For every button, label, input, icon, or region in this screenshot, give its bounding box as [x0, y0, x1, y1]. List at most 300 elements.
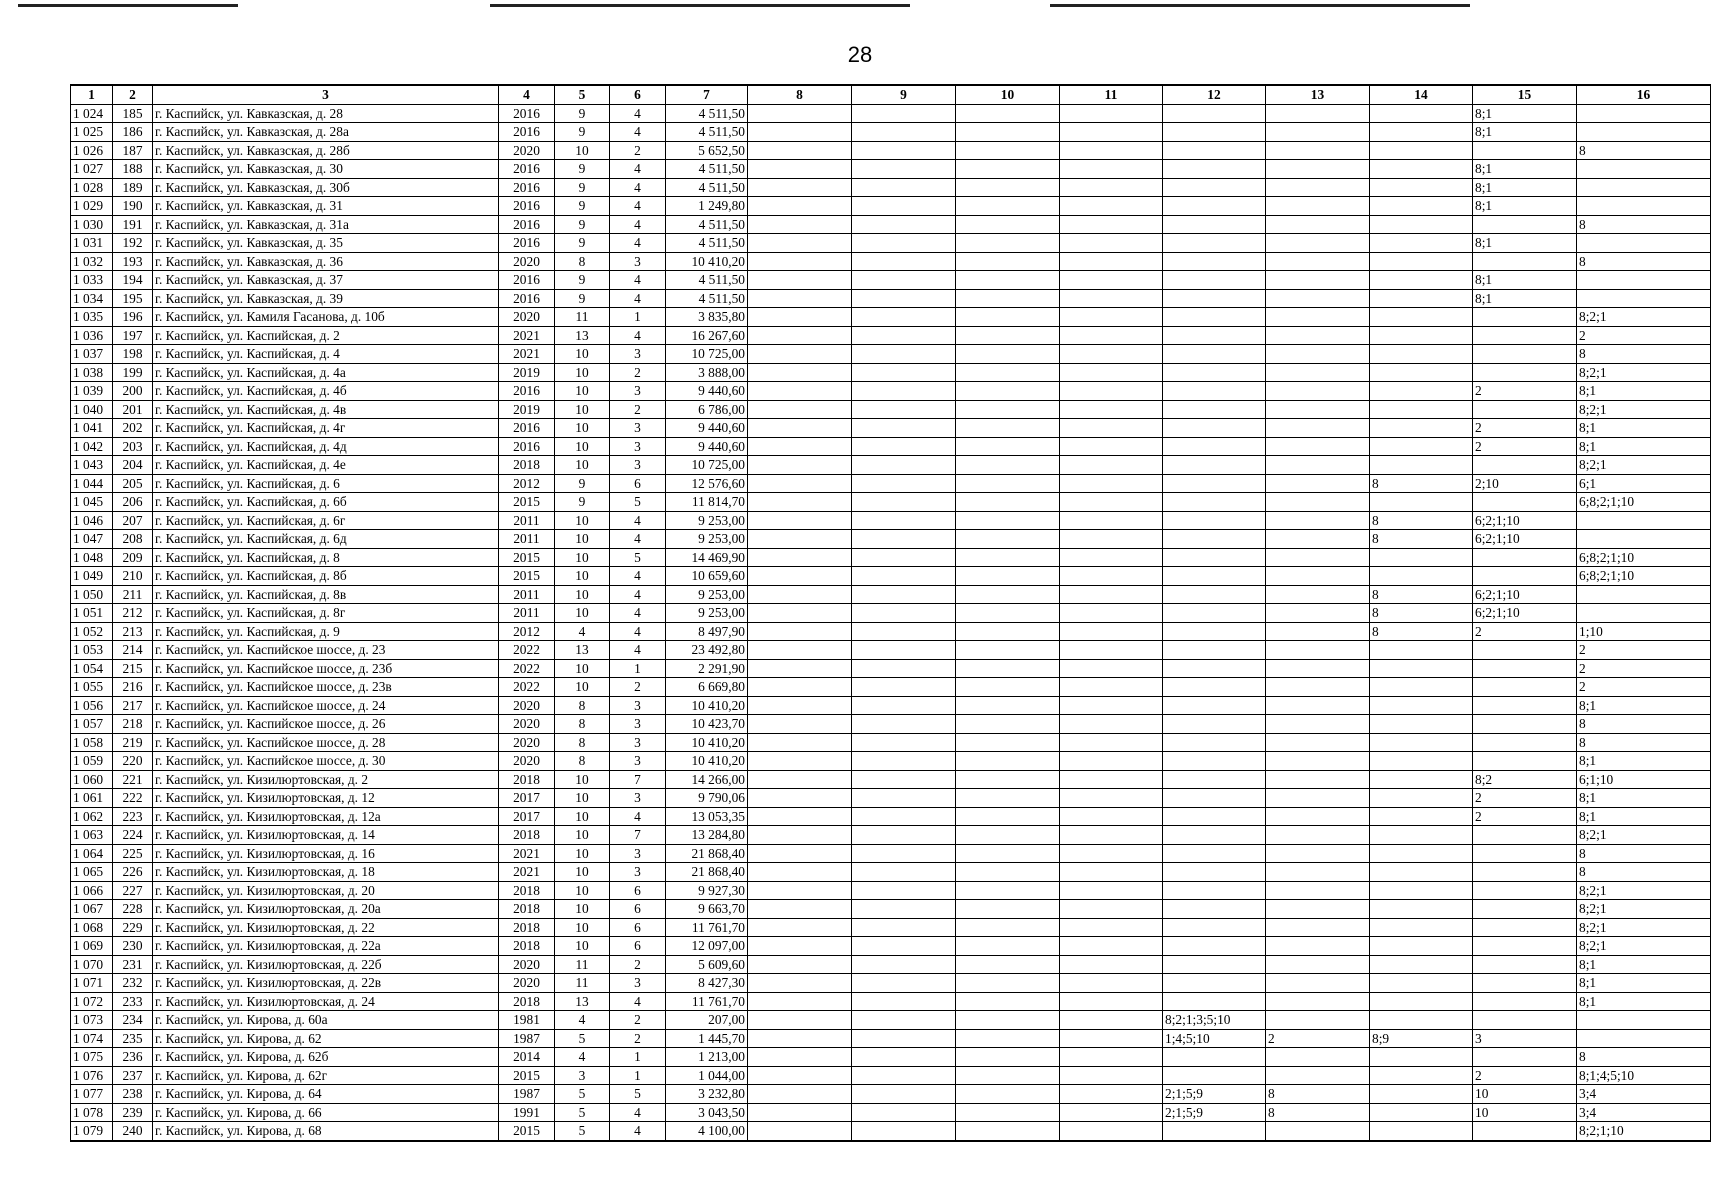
cell-col-8	[748, 807, 852, 826]
cell-col-6: 3	[610, 345, 666, 364]
cell-col-7: 23 492,80	[666, 641, 748, 660]
cell-col-1: 1 040	[71, 400, 113, 419]
cell-col-5: 9	[555, 493, 610, 512]
cell-col-8	[748, 252, 852, 271]
cell-col-2: 198	[113, 345, 153, 364]
cell-col-14	[1370, 770, 1473, 789]
cell-col-15	[1473, 363, 1577, 382]
cell-col-8	[748, 215, 852, 234]
cell-col-15	[1473, 918, 1577, 937]
cell-col-9	[852, 1048, 956, 1067]
cell-col-14	[1370, 992, 1473, 1011]
cell-col-16: 2	[1577, 641, 1711, 660]
cell-col-11	[1060, 1011, 1163, 1030]
cell-col-10	[956, 622, 1060, 641]
cell-col-2: 224	[113, 826, 153, 845]
cell-col-9	[852, 604, 956, 623]
cell-col-4: 2011	[499, 530, 555, 549]
table-row	[71, 974, 1711, 993]
cell-col-5: 10	[555, 770, 610, 789]
cell-col-4: 2016	[499, 123, 555, 142]
header-row	[71, 85, 1711, 104]
cell-col-12	[1163, 530, 1266, 549]
cell-col-3: г. Каспийск, ул. Кирова, д. 62г	[153, 1066, 499, 1085]
table-row	[71, 271, 1711, 290]
cell-col-4: 2012	[499, 474, 555, 493]
cell-col-3: г. Каспийск, ул. Кавказская, д. 35	[153, 234, 499, 253]
cell-col-2: 218	[113, 715, 153, 734]
cell-col-16: 8;1	[1577, 752, 1711, 771]
table-row	[71, 937, 1711, 956]
cell-col-14: 8;9	[1370, 1029, 1473, 1048]
cell-col-14: 8	[1370, 511, 1473, 530]
cell-col-15: 6;2;1;10	[1473, 604, 1577, 623]
cell-col-5: 13	[555, 326, 610, 345]
cell-col-9	[852, 530, 956, 549]
cell-col-5: 10	[555, 456, 610, 475]
cell-col-4: 1981	[499, 1011, 555, 1030]
cell-col-7: 13 053,35	[666, 807, 748, 826]
cell-col-7: 2 291,90	[666, 659, 748, 678]
cell-col-13	[1266, 844, 1370, 863]
cell-col-15	[1473, 456, 1577, 475]
cell-col-15	[1473, 326, 1577, 345]
cell-col-15: 2	[1473, 807, 1577, 826]
cell-col-13	[1266, 733, 1370, 752]
cell-col-6: 3	[610, 789, 666, 808]
cell-col-12	[1163, 641, 1266, 660]
cell-col-6: 2	[610, 678, 666, 697]
cell-col-5: 10	[555, 363, 610, 382]
cell-col-9	[852, 974, 956, 993]
cell-col-9	[852, 715, 956, 734]
cell-col-5: 11	[555, 308, 610, 327]
cell-col-14	[1370, 1103, 1473, 1122]
cell-col-15	[1473, 308, 1577, 327]
cell-col-6: 4	[610, 178, 666, 197]
cell-col-2: 219	[113, 733, 153, 752]
cell-col-3: г. Каспийск, ул. Каспийская, д. 6б	[153, 493, 499, 512]
cell-col-15: 2	[1473, 437, 1577, 456]
cell-col-11	[1060, 881, 1163, 900]
cell-col-4: 2014	[499, 1048, 555, 1067]
cell-col-2: 225	[113, 844, 153, 863]
cell-col-4: 1991	[499, 1103, 555, 1122]
cell-col-4: 2018	[499, 456, 555, 475]
cell-col-6: 3	[610, 752, 666, 771]
cell-col-7: 4 511,50	[666, 160, 748, 179]
cell-col-9	[852, 456, 956, 475]
cell-col-12	[1163, 1122, 1266, 1141]
cell-col-1: 1 067	[71, 900, 113, 919]
cell-col-7: 9 440,60	[666, 382, 748, 401]
cell-col-7: 16 267,60	[666, 326, 748, 345]
cell-col-10	[956, 696, 1060, 715]
cell-col-7: 13 284,80	[666, 826, 748, 845]
cell-col-1: 1 055	[71, 678, 113, 697]
cell-col-11	[1060, 493, 1163, 512]
cell-col-6: 4	[610, 123, 666, 142]
cell-col-10	[956, 807, 1060, 826]
table-row	[71, 308, 1711, 327]
cell-col-8	[748, 752, 852, 771]
cell-col-3: г. Каспийск, ул. Кизилюртовская, д. 22а	[153, 937, 499, 956]
cell-col-16: 6;8;2;1;10	[1577, 493, 1711, 512]
cell-col-8	[748, 1011, 852, 1030]
cell-col-4: 2018	[499, 770, 555, 789]
cell-col-12	[1163, 696, 1266, 715]
table-row	[71, 863, 1711, 882]
cell-col-3: г. Каспийск, ул. Каспийская, д. 4	[153, 345, 499, 364]
cell-col-14	[1370, 308, 1473, 327]
cell-col-2: 232	[113, 974, 153, 993]
cell-col-8	[748, 548, 852, 567]
cell-col-9	[852, 345, 956, 364]
cell-col-13	[1266, 1048, 1370, 1067]
table-row	[71, 604, 1711, 623]
cell-col-9	[852, 104, 956, 123]
cell-col-8	[748, 197, 852, 216]
cell-col-4: 2018	[499, 900, 555, 919]
cell-col-3: г. Каспийск, ул. Каспийская, д. 6г	[153, 511, 499, 530]
cell-col-8	[748, 678, 852, 697]
cell-col-10	[956, 400, 1060, 419]
cell-col-10	[956, 752, 1060, 771]
cell-col-16: 8	[1577, 252, 1711, 271]
cell-col-3: г. Каспийск, ул. Кизилюртовская, д. 20а	[153, 900, 499, 919]
cell-col-12	[1163, 789, 1266, 808]
cell-col-16: 8;1	[1577, 696, 1711, 715]
cell-col-13	[1266, 178, 1370, 197]
cell-col-5: 9	[555, 160, 610, 179]
cell-col-11	[1060, 400, 1163, 419]
cell-col-5: 9	[555, 123, 610, 142]
cell-col-14	[1370, 400, 1473, 419]
cell-col-14	[1370, 789, 1473, 808]
cell-col-4: 2018	[499, 918, 555, 937]
table-row	[71, 715, 1711, 734]
cell-col-1: 1 030	[71, 215, 113, 234]
cell-col-1: 1 043	[71, 456, 113, 475]
cell-col-7: 4 511,50	[666, 289, 748, 308]
cell-col-2: 191	[113, 215, 153, 234]
cell-col-1: 1 078	[71, 1103, 113, 1122]
cell-col-11	[1060, 1029, 1163, 1048]
cell-col-10	[956, 104, 1060, 123]
cell-col-5: 10	[555, 382, 610, 401]
cell-col-5: 8	[555, 752, 610, 771]
cell-col-10	[956, 567, 1060, 586]
cell-col-14: 8	[1370, 622, 1473, 641]
cell-col-16	[1577, 1011, 1711, 1030]
cell-col-7: 9 253,00	[666, 530, 748, 549]
cell-col-8	[748, 326, 852, 345]
cell-col-12	[1163, 622, 1266, 641]
cell-col-7: 10 423,70	[666, 715, 748, 734]
cell-col-8	[748, 622, 852, 641]
cell-col-2: 240	[113, 1122, 153, 1141]
cell-col-15	[1473, 215, 1577, 234]
cell-col-10	[956, 437, 1060, 456]
cell-col-16: 8;1	[1577, 955, 1711, 974]
cell-col-5: 9	[555, 289, 610, 308]
cell-col-16: 3;4	[1577, 1085, 1711, 1104]
cell-col-4: 2020	[499, 955, 555, 974]
cell-col-3: г. Каспийск, ул. Каспийская, д. 4д	[153, 437, 499, 456]
cell-col-13	[1266, 585, 1370, 604]
cell-col-6: 4	[610, 104, 666, 123]
cell-col-4: 2017	[499, 807, 555, 826]
cell-col-2: 229	[113, 918, 153, 937]
cell-col-5: 8	[555, 733, 610, 752]
cell-col-4: 2022	[499, 678, 555, 697]
cell-col-8	[748, 382, 852, 401]
cell-col-3: г. Каспийск, ул. Кирова, д. 62	[153, 1029, 499, 1048]
column-header-14: 14	[1370, 85, 1473, 104]
cell-col-15: 8;1	[1473, 289, 1577, 308]
cell-col-2: 195	[113, 289, 153, 308]
cell-col-1: 1 074	[71, 1029, 113, 1048]
cell-col-14	[1370, 715, 1473, 734]
cell-col-9	[852, 511, 956, 530]
cell-col-6: 1	[610, 308, 666, 327]
cell-col-6: 6	[610, 937, 666, 956]
cell-col-8	[748, 844, 852, 863]
cell-col-12	[1163, 826, 1266, 845]
cell-col-14	[1370, 752, 1473, 771]
cell-col-16: 6;8;2;1;10	[1577, 567, 1711, 586]
cell-col-14	[1370, 419, 1473, 438]
cell-col-6: 1	[610, 1048, 666, 1067]
cell-col-1: 1 069	[71, 937, 113, 956]
table-row	[71, 992, 1711, 1011]
cell-col-4: 2016	[499, 234, 555, 253]
column-header-2: 2	[113, 85, 153, 104]
table-row	[71, 678, 1711, 697]
cell-col-1: 1 048	[71, 548, 113, 567]
cell-col-10	[956, 918, 1060, 937]
cell-col-16: 8;1	[1577, 974, 1711, 993]
cell-col-3: г. Каспийск, ул. Кизилюртовская, д. 12	[153, 789, 499, 808]
cell-col-10	[956, 326, 1060, 345]
table-row	[71, 641, 1711, 660]
cell-col-10	[956, 1011, 1060, 1030]
cell-col-7: 14 266,00	[666, 770, 748, 789]
table-row	[71, 252, 1711, 271]
cell-col-10	[956, 308, 1060, 327]
cell-col-12	[1163, 400, 1266, 419]
top-scan-line	[18, 4, 238, 7]
cell-col-8	[748, 123, 852, 142]
cell-col-9	[852, 844, 956, 863]
cell-col-3: г. Каспийск, ул. Кизилюртовская, д. 2	[153, 770, 499, 789]
register-table	[70, 84, 1711, 1142]
cell-col-3: г. Каспийск, ул. Кирова, д. 62б	[153, 1048, 499, 1067]
cell-col-16: 8	[1577, 844, 1711, 863]
cell-col-1: 1 039	[71, 382, 113, 401]
cell-col-11	[1060, 308, 1163, 327]
cell-col-13	[1266, 974, 1370, 993]
cell-col-7: 6 786,00	[666, 400, 748, 419]
table-row	[71, 289, 1711, 308]
cell-col-16: 8	[1577, 733, 1711, 752]
cell-col-10	[956, 141, 1060, 160]
cell-col-11	[1060, 326, 1163, 345]
cell-col-11	[1060, 752, 1163, 771]
cell-col-11	[1060, 345, 1163, 364]
cell-col-10	[956, 271, 1060, 290]
cell-col-11	[1060, 678, 1163, 697]
cell-col-13	[1266, 548, 1370, 567]
cell-col-10	[956, 715, 1060, 734]
cell-col-3: г. Каспийск, ул. Каспийская, д. 4а	[153, 363, 499, 382]
cell-col-8	[748, 1085, 852, 1104]
column-header-3: 3	[153, 85, 499, 104]
table-row	[71, 659, 1711, 678]
cell-col-15	[1473, 493, 1577, 512]
cell-col-9	[852, 215, 956, 234]
cell-col-11	[1060, 419, 1163, 438]
cell-col-11	[1060, 807, 1163, 826]
cell-col-11	[1060, 770, 1163, 789]
cell-col-3: г. Каспийск, ул. Кавказская, д. 28б	[153, 141, 499, 160]
cell-col-8	[748, 271, 852, 290]
cell-col-14	[1370, 881, 1473, 900]
cell-col-16	[1577, 160, 1711, 179]
cell-col-1: 1 071	[71, 974, 113, 993]
cell-col-7: 6 669,80	[666, 678, 748, 697]
cell-col-8	[748, 585, 852, 604]
cell-col-15	[1473, 992, 1577, 1011]
cell-col-6: 6	[610, 918, 666, 937]
cell-col-6: 7	[610, 826, 666, 845]
cell-col-13	[1266, 345, 1370, 364]
cell-col-8	[748, 715, 852, 734]
cell-col-1: 1 061	[71, 789, 113, 808]
cell-col-12: 2;1;5;9	[1163, 1103, 1266, 1122]
cell-col-3: г. Каспийск, ул. Кизилюртовская, д. 20	[153, 881, 499, 900]
cell-col-8	[748, 900, 852, 919]
top-scan-line	[1050, 4, 1470, 7]
cell-col-10	[956, 659, 1060, 678]
cell-col-1: 1 058	[71, 733, 113, 752]
column-header-9: 9	[852, 85, 956, 104]
cell-col-16	[1577, 271, 1711, 290]
cell-col-10	[956, 789, 1060, 808]
cell-col-14	[1370, 326, 1473, 345]
cell-col-1: 1 057	[71, 715, 113, 734]
cell-col-11	[1060, 1048, 1163, 1067]
cell-col-11	[1060, 900, 1163, 919]
cell-col-6: 5	[610, 548, 666, 567]
cell-col-8	[748, 955, 852, 974]
cell-col-14	[1370, 234, 1473, 253]
cell-col-6: 6	[610, 881, 666, 900]
cell-col-3: г. Каспийск, ул. Кирова, д. 66	[153, 1103, 499, 1122]
cell-col-9	[852, 641, 956, 660]
cell-col-6: 2	[610, 141, 666, 160]
cell-col-8	[748, 1122, 852, 1141]
cell-col-12	[1163, 1066, 1266, 1085]
cell-col-1: 1 054	[71, 659, 113, 678]
cell-col-6: 4	[610, 234, 666, 253]
cell-col-8	[748, 345, 852, 364]
cell-col-14	[1370, 456, 1473, 475]
cell-col-9	[852, 937, 956, 956]
cell-col-15: 2	[1473, 622, 1577, 641]
cell-col-15: 6;2;1;10	[1473, 530, 1577, 549]
cell-col-3: г. Каспийск, ул. Кирова, д. 60а	[153, 1011, 499, 1030]
cell-col-15: 6;2;1;10	[1473, 511, 1577, 530]
column-header-16: 16	[1577, 85, 1711, 104]
cell-col-3: г. Каспийск, ул. Кизилюртовская, д. 18	[153, 863, 499, 882]
cell-col-12	[1163, 752, 1266, 771]
cell-col-7: 10 410,20	[666, 733, 748, 752]
cell-col-2: 216	[113, 678, 153, 697]
cell-col-6: 4	[610, 807, 666, 826]
cell-col-13	[1266, 678, 1370, 697]
cell-col-4: 2016	[499, 197, 555, 216]
cell-col-10	[956, 1122, 1060, 1141]
cell-col-8	[748, 1066, 852, 1085]
cell-col-11	[1060, 271, 1163, 290]
cell-col-14	[1370, 141, 1473, 160]
cell-col-3: г. Каспийск, ул. Каспийская, д. 4е	[153, 456, 499, 475]
cell-col-11	[1060, 1066, 1163, 1085]
cell-col-12	[1163, 770, 1266, 789]
cell-col-10	[956, 234, 1060, 253]
cell-col-16: 2	[1577, 659, 1711, 678]
cell-col-16: 8;2;1	[1577, 308, 1711, 327]
cell-col-3: г. Каспийск, ул. Кизилюртовская, д. 22в	[153, 974, 499, 993]
cell-col-13	[1266, 567, 1370, 586]
cell-col-12	[1163, 881, 1266, 900]
cell-col-11	[1060, 104, 1163, 123]
cell-col-12	[1163, 992, 1266, 1011]
cell-col-2: 230	[113, 937, 153, 956]
cell-col-6: 4	[610, 641, 666, 660]
table-row	[71, 400, 1711, 419]
cell-col-13	[1266, 400, 1370, 419]
cell-col-5: 10	[555, 918, 610, 937]
cell-col-6: 6	[610, 474, 666, 493]
cell-col-15	[1473, 752, 1577, 771]
cell-col-6: 4	[610, 530, 666, 549]
cell-col-11	[1060, 955, 1163, 974]
cell-col-8	[748, 918, 852, 937]
cell-col-5: 5	[555, 1122, 610, 1141]
cell-col-10	[956, 1085, 1060, 1104]
cell-col-9	[852, 881, 956, 900]
cell-col-5: 9	[555, 215, 610, 234]
cell-col-14	[1370, 178, 1473, 197]
cell-col-6: 2	[610, 1011, 666, 1030]
cell-col-12	[1163, 289, 1266, 308]
cell-col-7: 11 814,70	[666, 493, 748, 512]
table-row	[71, 530, 1711, 549]
cell-col-1: 1 064	[71, 844, 113, 863]
cell-col-7: 21 868,40	[666, 844, 748, 863]
cell-col-1: 1 036	[71, 326, 113, 345]
cell-col-3: г. Каспийск, ул. Кавказская, д. 30	[153, 160, 499, 179]
cell-col-11	[1060, 826, 1163, 845]
cell-col-6: 4	[610, 567, 666, 586]
cell-col-13	[1266, 622, 1370, 641]
cell-col-12	[1163, 123, 1266, 142]
table-row	[71, 881, 1711, 900]
cell-col-8	[748, 567, 852, 586]
cell-col-6: 4	[610, 271, 666, 290]
